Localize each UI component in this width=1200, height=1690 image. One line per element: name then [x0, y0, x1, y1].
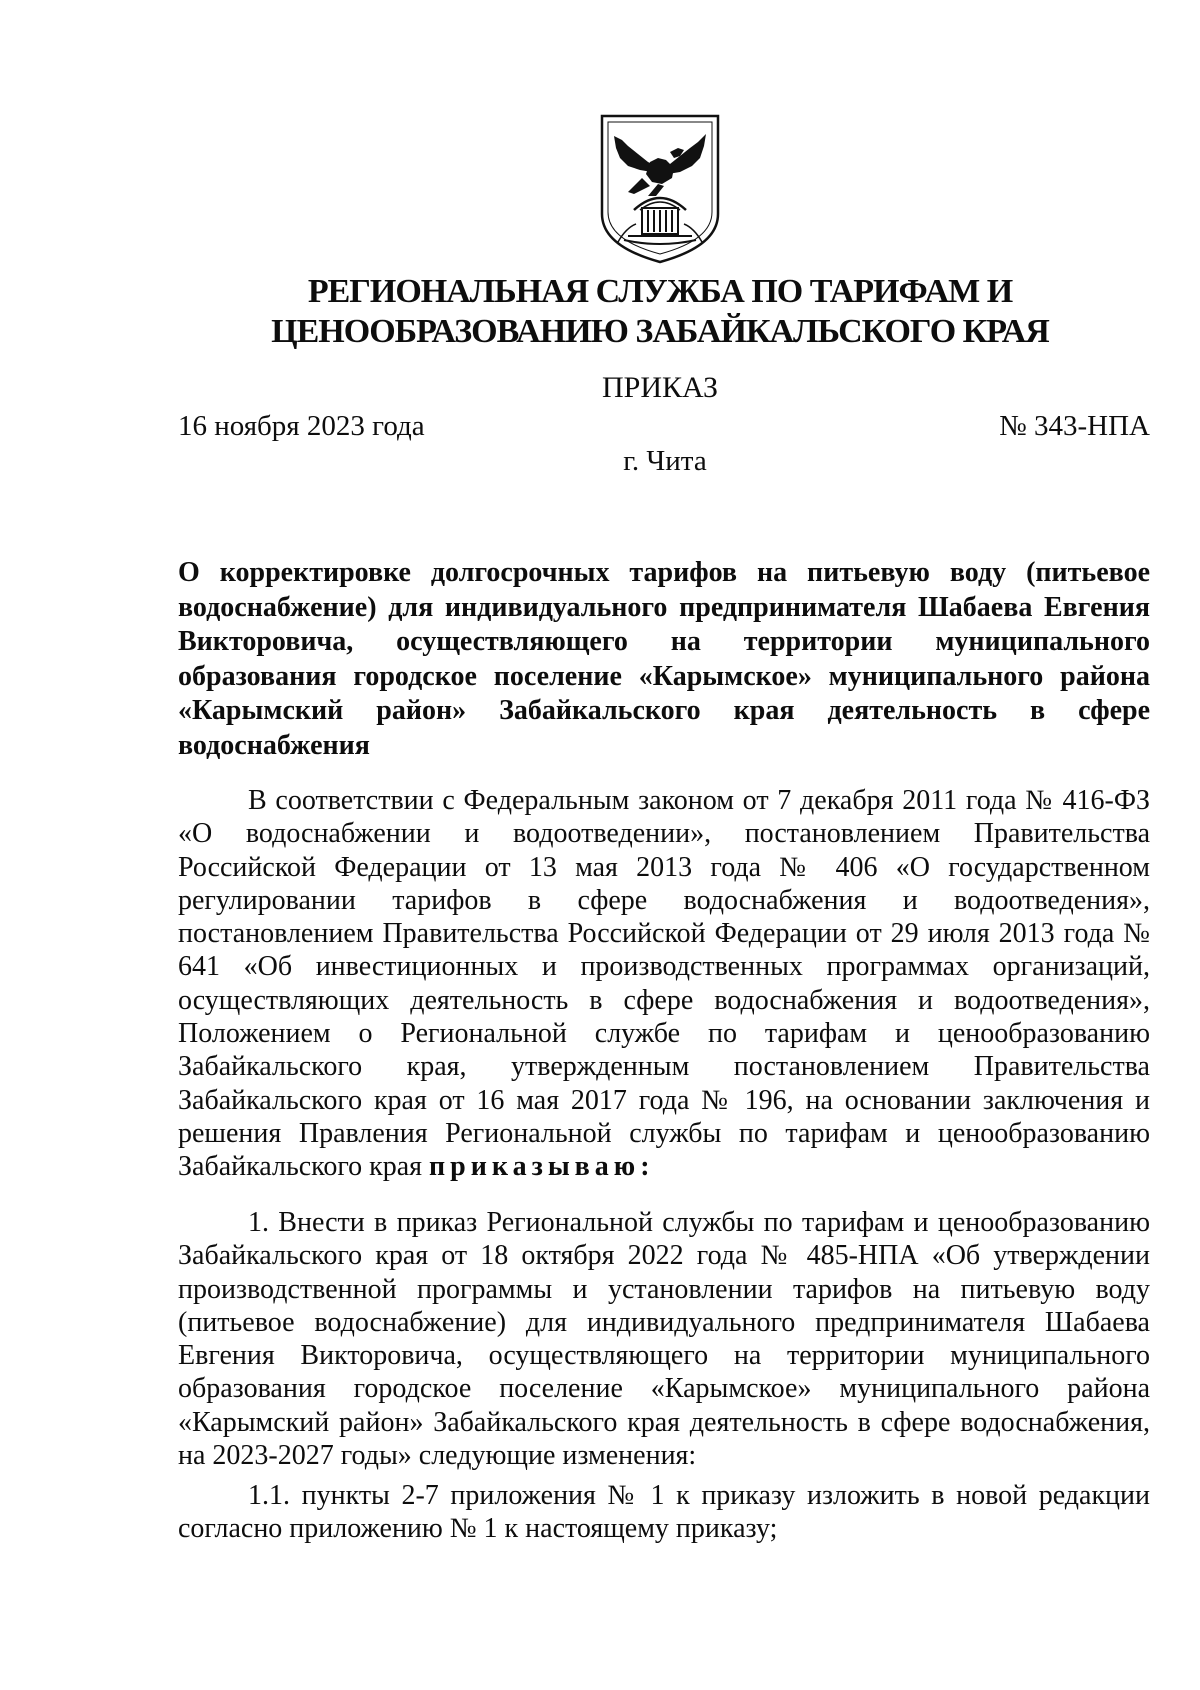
preamble-paragraph: [178, 784, 1150, 1184]
document-subject: [178, 556, 1150, 763]
subject-last-line: водоснабжения: [178, 729, 370, 761]
item-1-paragraph: 1. Внести в приказ Региональной службы по тарифам и ценообразованию Забайкальского края от 18 октября 2022 года № 485-НПА «Об утверждении производственной программы и установлении тарифов на питьевую воду (питьевое водоснабжение) для индивидуального предпринимателя Шабаева Евгения Викторовича, осуществляющего на территории муниципального образования городское поселение «Карымское» муниципального района «Карымский район» Забайкальского края деятельность в сфере водоснабжения, на 2023-2027 годы» следующие изменения:: [178, 1207, 1150, 1472]
document-date: 16 ноября 2023 года: [178, 410, 425, 442]
item-1-1-paragraph: 1.1. пункты 2-7 приложения № 1 к приказу изложить в новой редакции согласно приложению № 1 к настоящему приказу;: [178, 1480, 1150, 1545]
document-type: ПРИКАЗ: [602, 371, 718, 404]
coat-of-arms-icon: [598, 112, 722, 264]
emblem-base: [624, 236, 696, 244]
emblem-right-branch: [684, 224, 702, 242]
document-number: № 343-НПА: [999, 410, 1150, 442]
document-city: г. Чита: [623, 445, 707, 477]
emblem-eagle-body: [646, 158, 674, 184]
emblem-left-branch: [618, 224, 636, 242]
preamble-text: В соответствии с Федеральным законом от 7 декабря 2011 года № 416-ФЗ «О водоснабжении и водоотведении», постановлением Правительства Российской Федерации от 13 мая 2013 года № 406 «О государственном регулировании тарифов в сфере водоснабжения и водоотведения», постановлением Правительства Российской Федерации от 29 июля 2013 года № 641 «Об инвестиционных и производственных программах организаций, осуществляющих деятельность в сфере водоснабжения и водоотведения», Положением о Региональной службе по тарифам и ценообразованию Забайкальского края, утвержденным постановлением Правительства Забайкальского края от 16 мая 2017 года № 196, на основании заключения и решения Правления Региональной службы по тарифам и ценообразованию Забайкальского края: [178, 785, 1150, 1183]
order-word: приказываю:: [429, 1151, 655, 1183]
emblem-gate-bars: [648, 210, 672, 232]
organization-name: [150, 272, 1170, 352]
subject-text: О корректировке долгосрочных тарифов на питьевую воду (питьевое водоснабжение) для индивидуального предпринимателя Шабаева Евгения Викторовича, осуществляющего на территории муниципального образования городское поселение «Карымское» муниципального района «Карымский район» Забайкальского края деятельность в сфере: [178, 557, 1150, 726]
organization-name-line-1: РЕГИОНАЛЬНАЯ СЛУЖБА ПО ТАРИФАМ И: [307, 273, 1013, 310]
organization-name-line-2: ЦЕНООБРАЗОВАНИЮ ЗАБАЙКАЛЬСКОГО КРАЯ: [271, 313, 1049, 350]
